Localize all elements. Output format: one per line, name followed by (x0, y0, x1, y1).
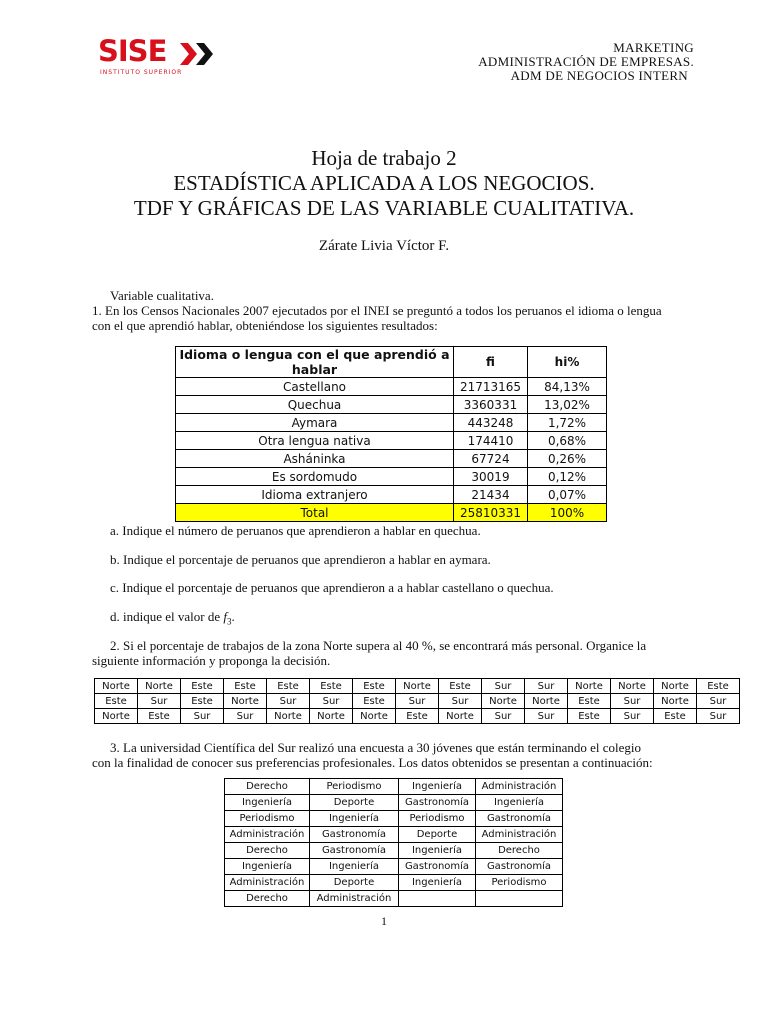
table-cell: Sur (482, 679, 525, 694)
table-cell: Norte (224, 694, 267, 709)
table-cell: Total (176, 504, 454, 522)
question-a: a. Indique el número de peruanos que aprendieron a hablar en quechua. (110, 523, 481, 538)
table-cell: Sur (611, 709, 654, 724)
table-cell: 0,26% (528, 450, 607, 468)
table-cell: Deporte (310, 875, 399, 891)
table-cell: Sur (697, 694, 740, 709)
table-cell: Norte (525, 694, 568, 709)
table-cell: Este (224, 679, 267, 694)
document-title (0, 146, 768, 221)
table-cell: Asháninka (176, 450, 454, 468)
table-cell: Periodismo (310, 779, 399, 795)
table-cell: Este (267, 679, 310, 694)
table-cell: Ingeniería (310, 859, 399, 875)
table-cell: Norte (396, 679, 439, 694)
table-row (176, 378, 607, 396)
table-row (225, 843, 563, 859)
question-c: c. Indique el porcentaje de peruanos que aprendieron a a hablar castellano o quechua. (110, 580, 554, 595)
table-cell: Administración (476, 779, 563, 795)
table-cell: Norte (482, 694, 525, 709)
table-cell: 0,12% (528, 468, 607, 486)
table-cell: Administración (225, 875, 310, 891)
question-1-text: 1. En los Censos Nacionales 2007 ejecutados por el INEI se preguntó a todos los peruanos el idioma o lengua (92, 303, 662, 318)
table-cell: Norte (310, 709, 353, 724)
table-cell: Este (138, 709, 181, 724)
table-cell: Ingeniería (225, 859, 310, 875)
table-cell: Ingeniería (399, 843, 476, 859)
table-cell: Deporte (310, 795, 399, 811)
table-cell: Deporte (399, 827, 476, 843)
table-cell: Ingeniería (399, 779, 476, 795)
table-row (225, 827, 563, 843)
question-d (110, 609, 235, 630)
table-cell: Derecho (225, 891, 310, 907)
table-row (225, 875, 563, 891)
table-cell: Sur (482, 709, 525, 724)
table-cell: 13,02% (528, 396, 607, 414)
header-line: ADMINISTRACIÓN DE EMPRESAS. (478, 54, 694, 69)
table-cell: Norte (353, 709, 396, 724)
table-cell: Periodismo (399, 811, 476, 827)
table-cell: Norte (654, 679, 697, 694)
table-cell: Derecho (225, 779, 310, 795)
table-cell: 3360331 (454, 396, 528, 414)
table-row (176, 486, 607, 504)
question-b: b. Indique el porcentaje de peruanos que aprendieron a hablar en aymara. (110, 552, 491, 567)
table-cell: Ingeniería (310, 811, 399, 827)
table-row (95, 709, 740, 724)
title-line: TDF Y GRÁFICAS DE LAS VARIABLE CUALITATIVA. (133, 196, 635, 220)
table-cell: Sur (611, 694, 654, 709)
table-cell: Este (310, 679, 353, 694)
table-cell: 174410 (454, 432, 528, 450)
table-cell: Gastronomía (399, 795, 476, 811)
table-cell: Norte (95, 679, 138, 694)
page-number: 1 (381, 914, 387, 928)
question-1-text: con el que aprendió hablar, obteniéndose los siguientes resultados: (92, 318, 438, 333)
table-cell: Sur (525, 679, 568, 694)
author-name: Zárate Livia Víctor F. (318, 238, 450, 254)
table-row (176, 432, 607, 450)
table-cell: Sur (267, 694, 310, 709)
table-row (225, 795, 563, 811)
variable-subscript: 3 (226, 616, 232, 627)
table-cell: Este (353, 679, 396, 694)
table-cell: Idioma extranjero (176, 486, 454, 504)
double-chevron-icon (180, 43, 216, 65)
title-line: ESTADÍSTICA APLICADA A LOS NEGOCIOS. (173, 171, 595, 195)
column-header: fi (454, 347, 528, 378)
table-cell: Otra lengua nativa (176, 432, 454, 450)
logo-subtitle: INSTITUTO SUPERIOR (100, 69, 183, 76)
table-cell: Derecho (476, 843, 563, 859)
table-row (176, 450, 607, 468)
question-2-text: 2. Si el porcentaje de trabajos de la zona Norte supera al 40 %, se encontrará más personal. Organice la (110, 638, 647, 653)
table-cell: Gastronomía (476, 859, 563, 875)
column-header: hi% (528, 347, 607, 378)
table-cell: Este (181, 694, 224, 709)
title-line: Hoja de trabajo 2 (311, 146, 457, 170)
table-cell: Norte (138, 679, 181, 694)
table-cell (399, 891, 476, 907)
table-cell: Este (654, 709, 697, 724)
table-cell: 84,13% (528, 378, 607, 396)
table-cell (476, 891, 563, 907)
header-line: ADM DE NEGOCIOS INTERN (510, 68, 688, 83)
course-header (478, 41, 694, 83)
table-cell: Gastronomía (476, 811, 563, 827)
table-row (95, 679, 740, 694)
variable-f: f (223, 609, 227, 624)
table-cell: Sur (138, 694, 181, 709)
table-cell: Este (568, 709, 611, 724)
table-cell: Administración (225, 827, 310, 843)
table-cell: Norte (568, 679, 611, 694)
table-row (225, 859, 563, 875)
question-2-text: siguiente información y proponga la decisión. (92, 653, 331, 668)
table-cell: 30019 (454, 468, 528, 486)
table-cell: Este (568, 694, 611, 709)
table-cell: Ingeniería (399, 875, 476, 891)
language-frequency-table (175, 346, 607, 522)
table-row (225, 779, 563, 795)
table-row (225, 891, 563, 907)
career-preferences-table (224, 778, 563, 907)
table-header-row (176, 347, 607, 378)
table-cell: Sur (224, 709, 267, 724)
table-row (95, 694, 740, 709)
table-cell: Sur (697, 709, 740, 724)
table-cell: Castellano (176, 378, 454, 396)
table-row (176, 468, 607, 486)
column-header: Idioma o lengua con el que aprendió a hablar (176, 347, 454, 378)
table-cell: Sur (181, 709, 224, 724)
table-cell: Este (95, 694, 138, 709)
table-cell: Periodismo (476, 875, 563, 891)
table-cell: Sur (310, 694, 353, 709)
table-cell: Ingeniería (476, 795, 563, 811)
table-cell: Sur (439, 694, 482, 709)
table-cell: 100% (528, 504, 607, 522)
table-cell: Norte (654, 694, 697, 709)
header-line: MARKETING (613, 40, 694, 55)
table-cell: 25810331 (454, 504, 528, 522)
table-cell: Es sordomudo (176, 468, 454, 486)
table-cell: Gastronomía (310, 843, 399, 859)
table-cell: Administración (476, 827, 563, 843)
table-cell: Norte (267, 709, 310, 724)
zone-data-table (94, 678, 740, 724)
table-cell: 0,68% (528, 432, 607, 450)
table-cell: 21713165 (454, 378, 528, 396)
table-cell: 0,07% (528, 486, 607, 504)
table-cell: Este (181, 679, 224, 694)
table-cell: Sur (525, 709, 568, 724)
table-row (176, 396, 607, 414)
question-d-text: d. indique el valor de (110, 609, 224, 624)
table-cell: Norte (611, 679, 654, 694)
table-row (225, 811, 563, 827)
table-cell: 21434 (454, 486, 528, 504)
table-row (176, 414, 607, 432)
question-d-end: . (231, 609, 235, 624)
table-cell: Aymara (176, 414, 454, 432)
table-cell: 1,72% (528, 414, 607, 432)
question-3-text: 3. La universidad Científica del Sur realizó una encuesta a 30 jóvenes que están terminando el colegio (110, 740, 642, 755)
table-cell: Este (353, 694, 396, 709)
table-cell: Norte (439, 709, 482, 724)
table-cell: Quechua (176, 396, 454, 414)
table-cell: Norte (95, 709, 138, 724)
total-row (176, 504, 607, 522)
table-cell: Sur (396, 694, 439, 709)
question-3-text: con la finalidad de conocer sus preferencias profesionales. Los datos obtenidos se presentan a continuación: (92, 755, 653, 770)
sise-logo (96, 34, 220, 82)
table-cell: Gastronomía (310, 827, 399, 843)
table-cell: Este (697, 679, 740, 694)
table-cell: Este (396, 709, 439, 724)
logo-wordmark: SISE (98, 34, 167, 68)
section-heading: Variable cualitativa. (110, 288, 214, 303)
table-cell: Derecho (225, 843, 310, 859)
table-cell: Periodismo (225, 811, 310, 827)
table-cell: Gastronomía (399, 859, 476, 875)
table-cell: Este (439, 679, 482, 694)
table-cell: Administración (310, 891, 399, 907)
table-cell: Ingeniería (225, 795, 310, 811)
table-cell: 443248 (454, 414, 528, 432)
table-cell: 67724 (454, 450, 528, 468)
